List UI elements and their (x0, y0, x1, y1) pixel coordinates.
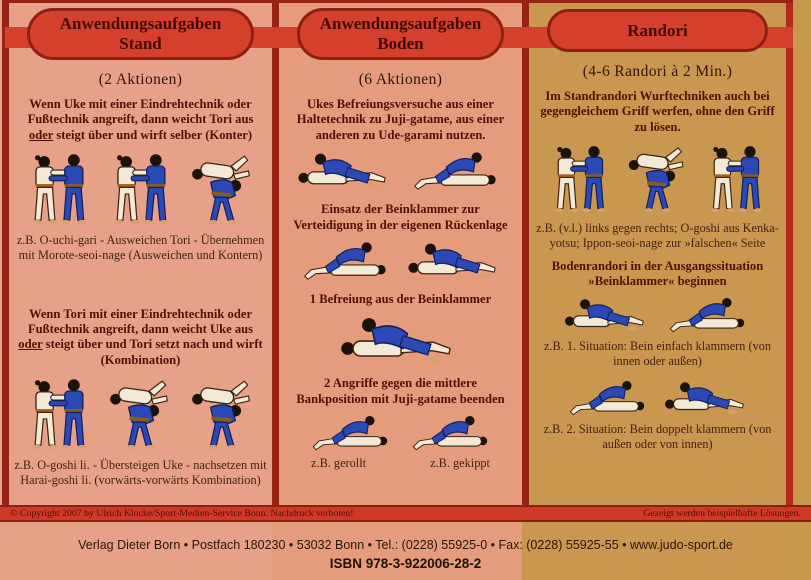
judoka-ground-pair-side-icon (405, 238, 507, 284)
boden-subtitle: (6 Aktionen) (358, 71, 443, 89)
boden-task-4: 2 Angriffe gegen die mittlere Bankposition mit Juji-gatame beenden (296, 376, 505, 406)
copyright-text: © Copyright 2007 by Ulrich Klocke/Sport-Medien-Service Bonn. Nachdruck verboten! (10, 508, 354, 519)
column-randori (529, 0, 786, 507)
boden-illustration-row-4 (279, 412, 522, 454)
stand-caption-2: z.B. O-goshi li. - Übersteigen Uke - nachsetzen mit Harai-goshi li. (vorwärts-vorwärts Kombination) (14, 458, 267, 487)
boden-title-line2: Boden (377, 34, 424, 54)
spacer (9, 263, 272, 299)
randori-task-2: Bodenrandori in der Ausgangssituation »Beinklammer« beginnen (551, 258, 764, 288)
stand-task-2 (18, 307, 263, 368)
judoka-ground-pair-top-icon (305, 412, 397, 454)
boden-caption-gekippt: z.B. gekippt (430, 455, 490, 470)
boden-caption-gerollt: z.B. gerollt (311, 455, 367, 470)
stand-header-pill (27, 8, 254, 60)
boden-task-1: Ukes Befreiungsversuche aus einer Haltetechnik zu Juji-gatame, aus einer anderen zu Ude-garami nutzen. (296, 97, 505, 142)
bottom-note-text: Gezeigt werden beispielhafte Lösungen. (643, 508, 801, 519)
randori-illustration-row-1 (529, 140, 786, 218)
stand-task-2-text-end: steigt über und Tori setzt nach und wirft (Kombination) (42, 337, 263, 367)
stand-title-line2: Stand (119, 34, 162, 54)
isbn-line: ISBN 978-3-922006-28-2 (329, 556, 482, 571)
stand-illustration-row-2 (9, 373, 272, 455)
judoka-ground-pair-side-icon (295, 148, 397, 194)
stand-subtitle: (2 Aktionen) (98, 71, 183, 89)
publisher-line: Verlag Dieter Born • Postfach 180230 • 53032 Bonn • Tel.: (0228) 55925-0 • Fax: (0228) 55925-55 • www.judo-sport.de (78, 538, 733, 552)
boden-task-3: 1 Befreiung aus der Beinklammer (309, 291, 492, 306)
judoka-standing-pair-icon (22, 148, 96, 230)
randori-header-pill (547, 9, 768, 52)
judoka-standing-pair-icon (22, 373, 96, 455)
boden-task-2: Einsatz der Beinklammer zur Verteidigung in der eigenen Rückenlage (293, 202, 508, 232)
column-divider-2 (522, 0, 529, 507)
stand-task-2-text: Wenn Tori mit einer Eindrehtechnik oder Fußtechnik angreift, dann weicht Uke aus (27, 306, 254, 337)
frame-left-bar (2, 0, 9, 507)
judoka-throw-pair-icon (186, 373, 260, 455)
stand-task-1-text-end: steigt über und wirft selber (Konter) (53, 127, 253, 142)
boden-illustration-row-3 (279, 312, 522, 368)
randori-caption-1: z.B. (v.l.) links gegen rechts; O-goshi aus Kenka-yotsu; Ippon-seoi-nage zur »falschen« Seite (536, 221, 779, 250)
judoka-ground-pair-side-icon (662, 377, 754, 419)
randori-subtitle: (4-6 Randori à 2 Min.) (582, 63, 733, 81)
judoka-standing-pair-icon (104, 148, 178, 230)
judoka-throw-pair-icon (104, 373, 178, 455)
stand-task-1-text: Wenn Uke mit einer Eindrehtechnik oder Fußtechnik angreift, dann weicht Tori aus (27, 97, 254, 127)
judoka-throw-pair-icon (623, 140, 693, 218)
randori-illustration-row-2 (529, 294, 786, 336)
randori-caption-3: z.B. 2. Situation: Bein doppelt klammern (von außen oder von innen) (543, 421, 772, 451)
stand-task-1-underline: oder (28, 127, 54, 142)
randori-illustration-row-3 (529, 377, 786, 419)
frame-right-bar (786, 0, 793, 507)
boden-illustration-row-1 (279, 148, 522, 194)
stand-task-1 (18, 97, 263, 143)
stand-title-line1: Anwendungsaufgaben (59, 14, 222, 33)
judoka-ground-pair-side-icon (562, 294, 654, 336)
boden-caption-row (279, 456, 522, 471)
boden-header-pill (297, 8, 504, 60)
stand-caption-1: z.B. O-uchi-gari - Ausweichen Tori - Übernehmen mit Morote-seoi-nage (Ausweichen und Kontern) (16, 233, 265, 262)
randori-caption-2: z.B. 1. Situation: Bein einfach klammern (von innen oder außen) (543, 339, 772, 369)
boden-illustration-row-2 (279, 238, 522, 284)
judoka-ground-pair-top-icon (295, 238, 397, 284)
judoka-standing-pair-icon (545, 140, 615, 218)
column-boden (279, 0, 522, 507)
judoka-ground-pair-side-icon (337, 312, 465, 368)
randori-task-1: Im Standrandori Wurftechniken auch bei gegengleichem Griff werfen, ohne den Griff zu lösen. (540, 89, 775, 134)
stand-task-2-underline: oder (18, 337, 43, 352)
judoka-standing-pair-icon (701, 140, 771, 218)
column-divider-1 (272, 0, 279, 507)
judoka-ground-pair-top-icon (405, 412, 497, 454)
stand-illustration-row-1 (9, 148, 272, 230)
judoka-ground-pair-top-icon (562, 377, 654, 419)
judoka-ground-pair-top-icon (405, 148, 507, 194)
bottom-bar (0, 505, 811, 522)
randori-title: Randori (627, 21, 688, 40)
boden-title-line1: Anwendungsaufgaben (319, 14, 482, 33)
judoka-throw-pair-icon (186, 148, 260, 230)
judoka-ground-pair-top-icon (662, 294, 754, 336)
column-stand (9, 0, 272, 507)
